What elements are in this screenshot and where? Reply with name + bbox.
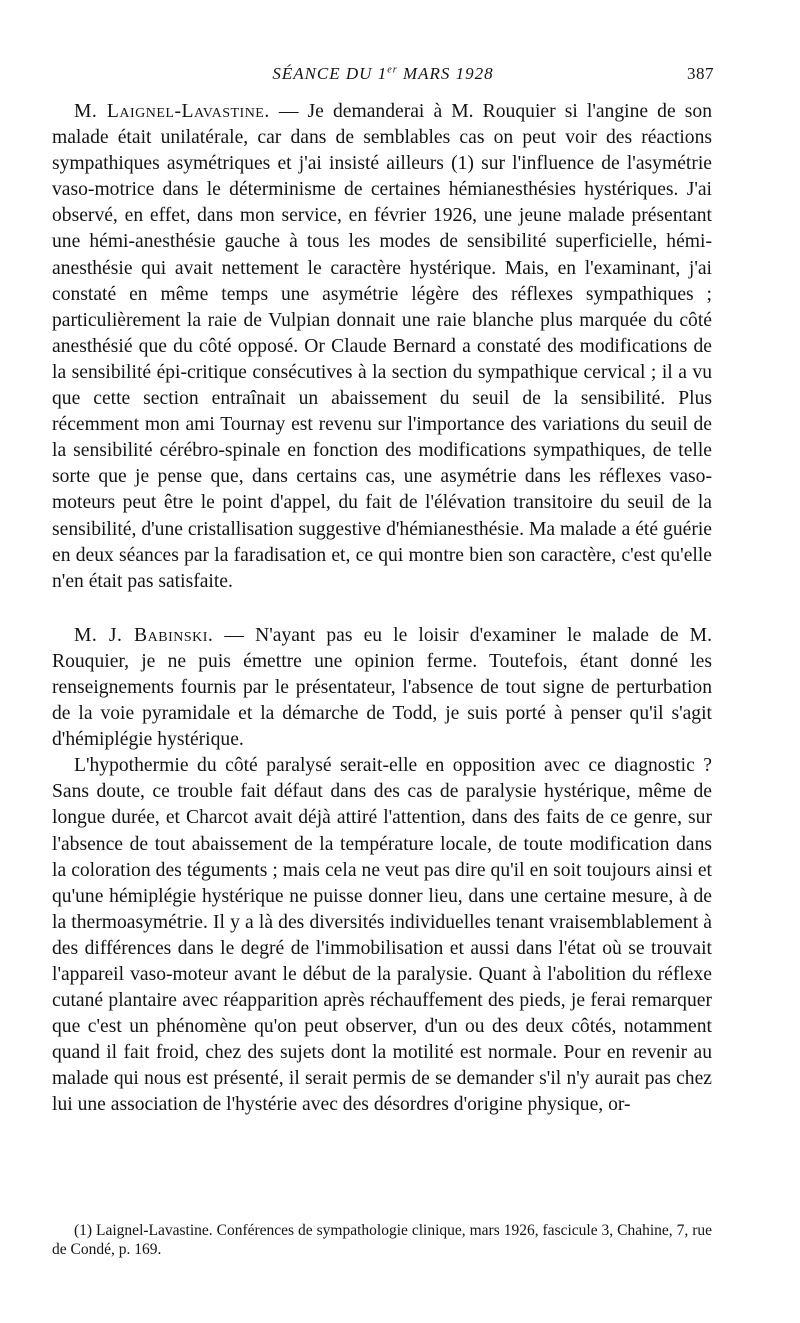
paragraph-laignel-lavastine [52,99,712,595]
running-title: SÉANCE DU 1er MARS 1928 [272,64,494,83]
page-number: 387 [687,64,714,83]
running-head [52,64,714,90]
paragraph-text: L'hypothermie du côté paralysé serait-elle en opposition avec ce diagnostic ? Sans doute, ce trouble fait défaut dans des cas de paralysie hystérique, même de longue durée, et Charcot avait déjà attiré l'attention, dans des faits de ce genre, sur l'absence de tout abaissement de la température locale, de toute modification dans la coloration des téguments ; mais cela ne veut pas dire qu'il en soit toujours ainsi et qu'une hémiplégie hystérique ne puisse donner lieu, dans une certaine mesure, à de la thermoasymétrie. Il y a là des diversités individuelles tenant vraisemblablement à des différences dans le degré de l'immobilisation et aussi dans l'état où se trouvait l'appareil vaso-moteur avant le début de la paralysie. Quant à l'abolition du réflexe cutané plantaire avec réapparition après réchauffement des pieds, je ferai remarquer que c'est un phénomène qu'on peut observer, d'un ou des deux côtés, notamment quand il fait froid, chez des sujets dont la motilité est normale. Pour en revenir au malade qui nous est présenté, il serait permis de se demander s'il n'y aurait pas chez lui une association de l'hystérie avec des désordres d'origine physique, or- [52,755,712,1116]
body-text [52,99,712,1119]
speaker-name: M. J. Babinski. [74,624,214,646]
paragraph-text: — Je demanderai à M. Rouquier si l'angine de son malade était unilatérale, car dans de semblables cas on peut voir des réactions sympathiques asymétriques et j'ai insisté ailleurs (1) sur l'influence de l'asymétrie vaso-motrice dans le déterminisme de certaines hémianesthésies hystériques. J'ai observé, en effet, dans mon service, en février 1926, une jeune malade présentant une hémi-anesthésie gauche à tous les modes de sensibilité superficielle, hémi-anesthésie qui avait nettement le caractère hystérique. Mais, en l'examinant, j'ai constaté en même temps une asymétrie légère des réflexes sympathiques ; particulièrement la raie de Vulpian donnait une raie blanche plus marquée du côté anesthésié que du côté opposé. Or Claude Bernard a constaté des modifications de la sensibilité épi-critique consécutives à la section du sympathique cervical ; il a vu que cette section entraînait un abaissement du seuil de la sensibilité. Plus récemment mon ami Tournay est revenu sur l'importance des variations du seuil de la sensibilité cérébro-spinale en fonction des modifications sympathiques, de telle sorte que je pense que, dans certains cas, une asymétrie dans les réflexes vaso-moteurs peut être le point d'appel, du fait de l'élévation transitoire du seuil de la sensibilité, d'une cristallisation suggestive d'hémianesthésie. Ma malade a été guérie en deux séances par la faradisation et, ce qui montre bien son caractère, c'est qu'elle n'en était pas satisfaite. [52,101,712,592]
paragraph-text: — N'ayant pas eu le loisir d'examiner le malade de M. Rouquier, je ne puis émettre une opinion ferme. Toutefois, étant donné les renseignements fournis par le présentateur, l'absence de tout signe de perturbation de la voie pyramidale et la démarche de Todd, je suis porté à penser qu'il s'agit d'hémiplégie hystérique. [52,624,712,751]
paragraph-hypothermie [52,753,712,1118]
paragraph-babinski [52,623,712,753]
footnote: (1) Laignel-Lavastine. Conférences de sympathologie clinique, mars 1926, fascicule 3, Chahine, 7, rue de Condé, p. 169. [52,1222,712,1258]
speaker-name: M. Laignel-Lavastine. [74,101,270,122]
